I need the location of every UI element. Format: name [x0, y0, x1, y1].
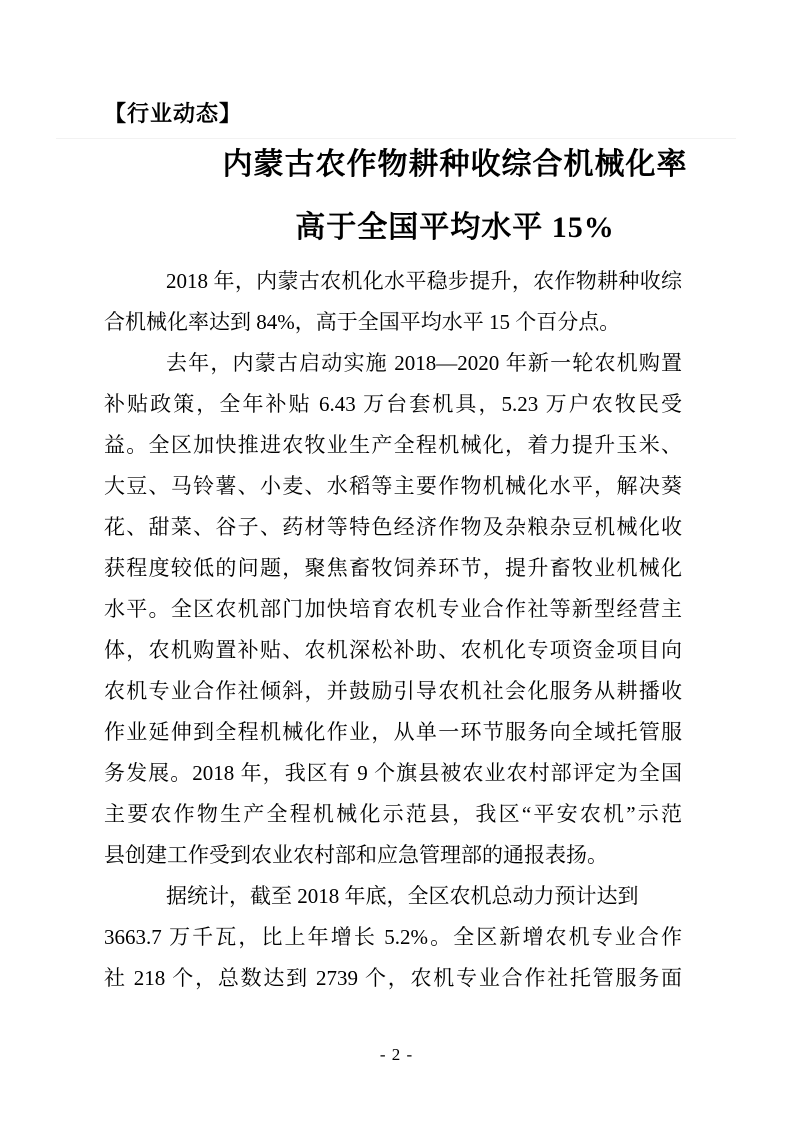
body-line: 补贴政策，全年补贴 6.43 万台套机具，5.23 万户农牧民受 [104, 392, 682, 416]
body-line: 务发展。2018 年，我区有 9 个旗县被农业农村部评定为全国 [104, 761, 682, 785]
article-title [104, 133, 744, 259]
page-number: - 2 - [379, 1045, 414, 1064]
body-line: 益。全区加快推进农牧业生产全程机械化，着力提升玉米、 [104, 433, 682, 457]
body-line: 2018 年，内蒙古农机化水平稳步提升，农作物耕种收综 [166, 269, 682, 293]
section-label: 【行业动态】 [104, 101, 243, 126]
body-line: 农机专业合作社倾斜，并鼓励引导农机社会化服务从耕播收 [104, 679, 682, 703]
body-line: 社 218 个，总数达到 2739 个，农机专业合作社托管服务面 [104, 966, 682, 990]
body-line: 大豆、马铃薯、小麦、水稻等主要作物机械化水平，解决葵 [104, 474, 682, 498]
body-line: 据统计，截至 2018 年底，全区农机总动力预计达到 [166, 884, 639, 908]
body-line: 花、甜菜、谷子、药材等特色经济作物及杂粮杂豆机械化收 [104, 515, 682, 539]
body-line: 获程度较低的问题，聚焦畜牧饲养环节，提升畜牧业机械化 [104, 556, 682, 580]
body-line: 3663.7 万千瓦，比上年增长 5.2%。全区新增农机专业合作 [104, 925, 682, 949]
body-line: 合机械化率达到 84%，高于全国平均水平 15 个百分点。 [104, 310, 621, 334]
article-title-line-1: 内蒙古农作物耕种收综合机械化率 [222, 148, 688, 181]
article-body [104, 261, 682, 999]
body-line: 县创建工作受到农业农村部和应急管理部的通报表扬。 [104, 843, 608, 867]
body-line: 去年，内蒙古启动实施 2018—2020 年新一轮农机购置 [166, 351, 682, 375]
body-line: 主要农作物生产全程机械化示范县，我区“平安农机”示范 [104, 802, 682, 826]
body-line: 体，农机购置补贴、农机深松补助、农机化专项资金项目向 [104, 638, 682, 662]
article-title-line-2: 高于全国平均水平 15% [295, 211, 615, 244]
body-line: 水平。全区农机部门加快培育农机专业合作社等新型经营主 [104, 597, 682, 621]
body-line: 作业延伸到全程机械化作业，从单一环节服务向全域托管服 [104, 720, 682, 744]
